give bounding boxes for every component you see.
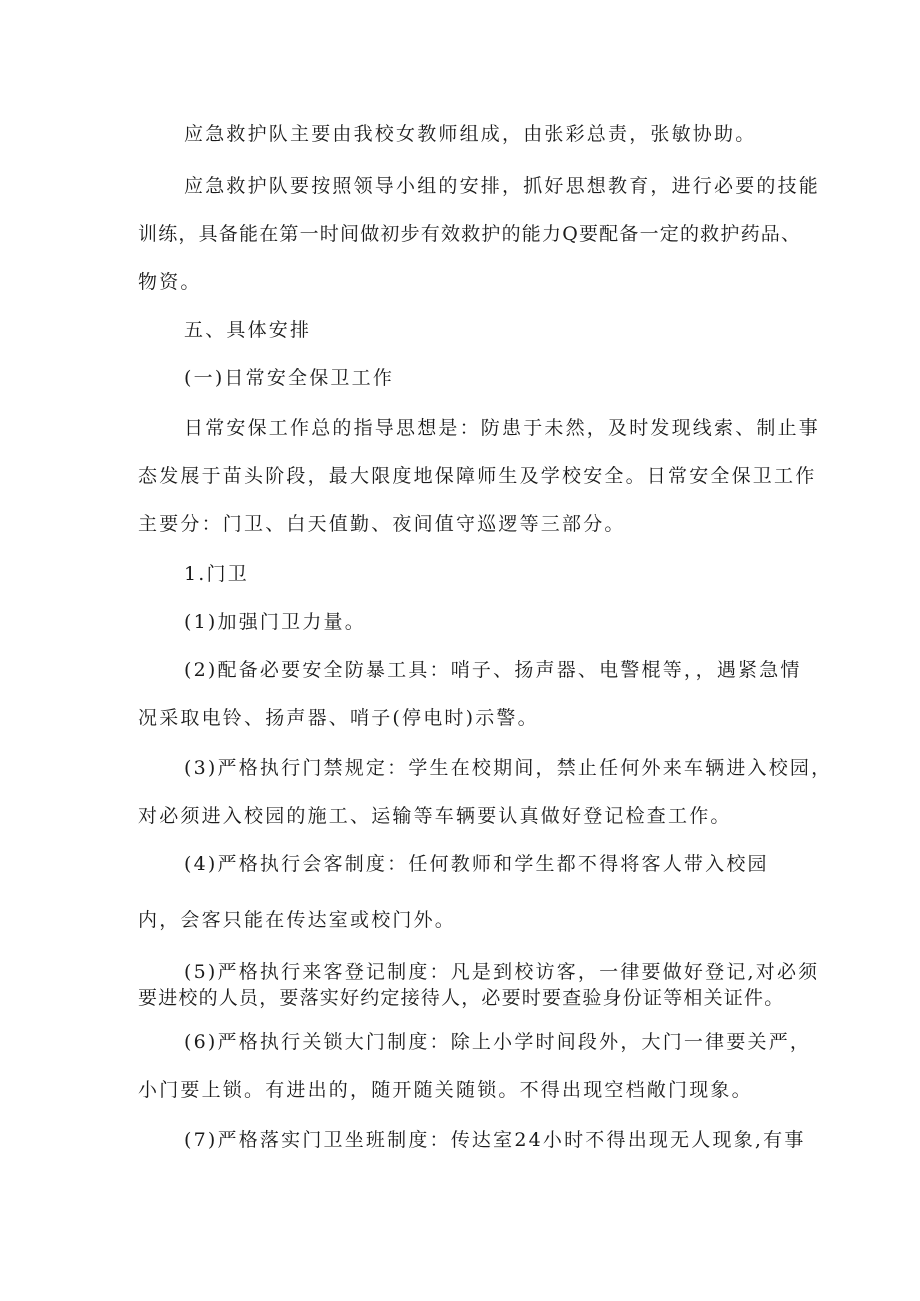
item-heading: 1.门卫 — [184, 563, 249, 585]
paragraph-line: 主要分：门卫、白天值勤、夜间值守巡逻等三部分。 — [138, 513, 626, 535]
paragraph-line: 应急救护队主要由我校女教师组成，由张彩总责，张敏协助。 — [184, 123, 757, 145]
section-heading: 五、具体安排 — [184, 319, 312, 341]
paragraph-line: 对必须进入校园的施工、运输等车辆要认真做好登记检查工作。 — [138, 805, 732, 827]
paragraph-line: 训练，具备能在第一时间做初步有效救护的能力Q要配备一定的救护药品、 — [138, 223, 802, 245]
paragraph-line: 应急救护队要按照领导小组的安排，抓好思想教育，进行必要的技能 — [184, 175, 821, 197]
paragraph-line: 要进校的人员，要落实好约定接待人，必要时要查验身份证等相关证件。 — [138, 987, 785, 1009]
paragraph-line: 小门要上锁。有进出的，随开随关随锁。不得出现空档敞门现象。 — [138, 1079, 753, 1101]
paragraph-line: 日常安保工作总的指导思想是：防患于未然，及时发现线索、制止事 — [184, 417, 821, 439]
paragraph-line: 况采取电铃、扬声器、哨子(停电时)示警。 — [138, 707, 539, 729]
list-item: (4)严格执行会客制度：任何教师和学生都不得将客人带入校园 — [184, 853, 769, 875]
subsection-heading: (一)日常安全保卫工作 — [184, 367, 395, 389]
list-item: (2)配备必要安全防暴工具：哨子、扬声器、电警棍等，，遇紧急情 — [184, 659, 802, 681]
list-item: (3)严格执行门禁规定：学生在校期间，禁止任何外来车辆进入校园， — [184, 757, 833, 779]
paragraph-line: 态发展于苗头阶段，最大限度地保障师生及学校安全。日常安全保卫工作 — [138, 465, 817, 487]
list-item: (6)严格执行关锁大门制度：除上小学时间段外，大门一律要关严， — [184, 1031, 812, 1053]
list-item: (5)严格执行来客登记制度：凡是到校访客，一律要做好登记,对必须 — [184, 961, 820, 983]
paragraph-line: 内，会客只能在传达室或校门外。 — [138, 909, 457, 931]
list-item: (7)严格落实门卫坐班制度：传达室24小时不得出现无人现象,有事 — [184, 1129, 806, 1151]
paragraph-line: 物资。 — [138, 271, 202, 293]
list-item: (1)加强门卫力量。 — [184, 611, 366, 633]
